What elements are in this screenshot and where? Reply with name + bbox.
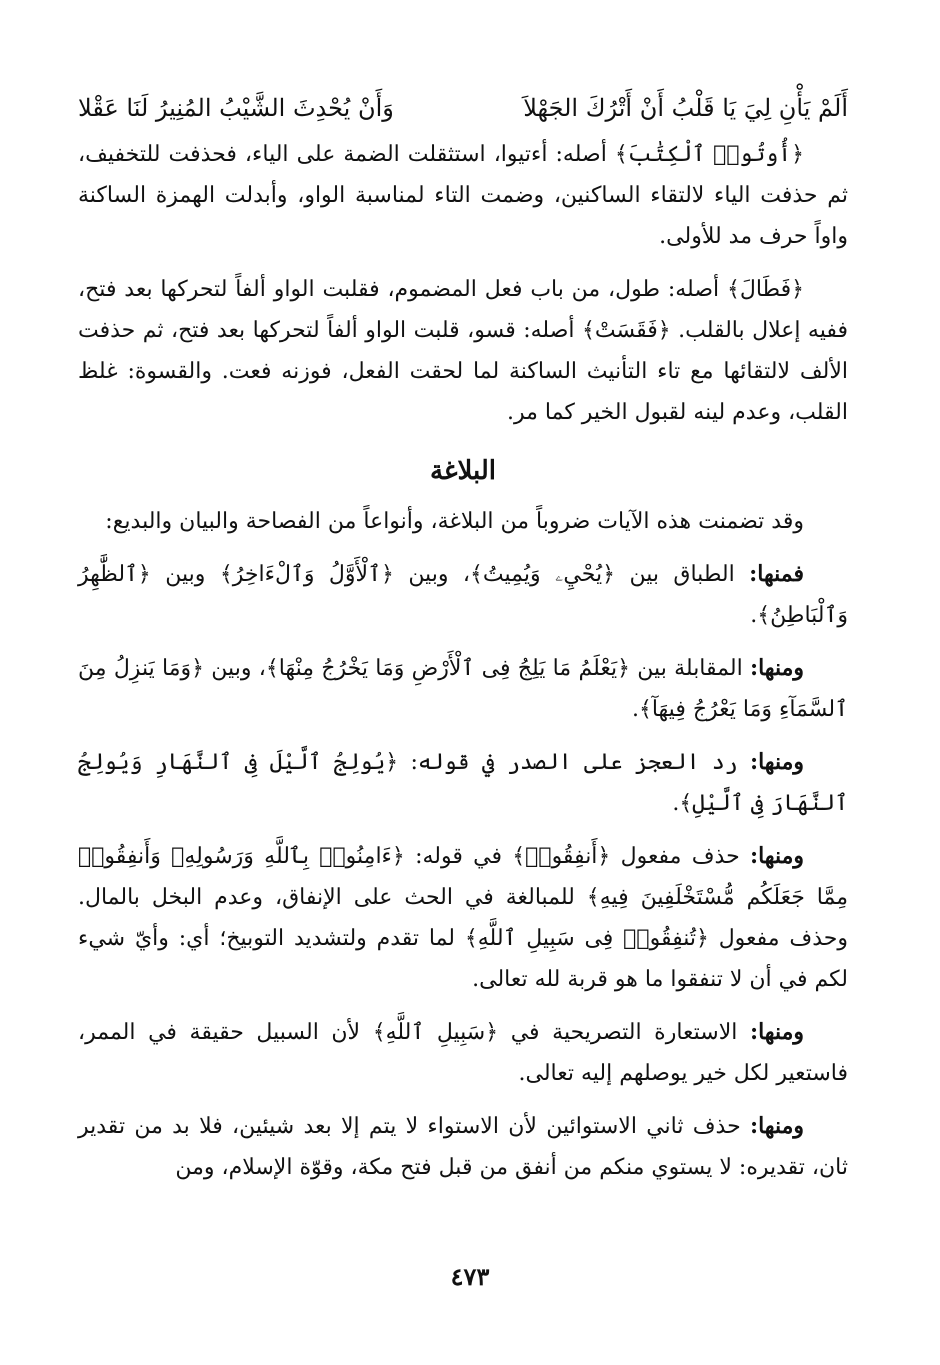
section-heading: البلاغة — [429, 456, 497, 486]
balagha-item-6 — [78, 1106, 848, 1188]
sarf-paragraph-1 — [78, 134, 848, 257]
quran-quote: ﴿فَطَالَ﴾ — [726, 277, 804, 302]
balagha-item-2 — [78, 648, 848, 730]
quran-quote: ﴿أُوتُوا۟ ٱلْكِتَٰبَ﴾ — [614, 142, 804, 167]
item-text: رد العجز على الصدر في قوله: ﴿يُولِجُ ٱلَّيْلَ فِى ٱلنَّهَارِ وَيُولِجُ ٱلنَّهَارَ فِى ٱلَّيْلِ﴾. — [78, 750, 848, 816]
poem-hemistich-left: وَأَنْ يُحْدِثَ الشَّيْبُ المُنِيرُ لَنَا عَقْلا — [78, 94, 394, 122]
sarf-paragraph-2 — [78, 269, 848, 433]
balagha-item-1 — [78, 554, 848, 636]
item-lead: ومنها: — [749, 843, 804, 869]
balagha-item-5 — [78, 1012, 848, 1094]
item-lead: ومنها: — [749, 1019, 804, 1045]
balagha-item-4 — [78, 836, 848, 1000]
item-text: حذف مفعول ﴿أَنفِقُوا۟﴾ في قوله: ﴿ءَامِنُوا۟ بِٱللَّهِ وَرَسُولِهِۦ وَأَنفِقُوا۟ مِمَّا جَعَلَكُم مُّسْتَخْلَفِينَ فِيهِ﴾ للمبالغة في الحث على الإنفاق، وعدم البخل بالمال. وحذف مفعول ﴿تُنفِقُوا۟ فِى سَبِيلِ ٱللَّهِ﴾ لما تقدم ولتشديد التوبيخ؛ أي: وأيّ شيء لكم في أن لا تنفقوا ما هو قربة لله تعالى. — [78, 844, 848, 992]
paragraph-text: أصله: أءتيوا، استثقلت الضمة على الياء، فحذفت للتخفيف، ثم حذفت الياء لالتقاء الساكنين، وضمت التاء لمناسبة الواو، وأبدلت الهمزة الساكنة واواً حرف مد للأولى. — [78, 142, 848, 249]
poem-verse — [78, 88, 848, 128]
balagha-intro: وقد تضمنت هذه الآيات ضروباً من البلاغة، وأنواعاً من الفصاحة والبيان والبديع: — [105, 509, 804, 534]
item-lead: فمنها: — [749, 561, 804, 587]
item-lead: ومنها: — [749, 1113, 804, 1139]
page-number: ٤٧٣ — [450, 1262, 490, 1291]
item-lead: ومنها: — [749, 749, 804, 775]
item-text: الاستعارة التصريحية في ﴿سَبِيلِ ٱللَّهِ﴾ لأن السبيل حقيقة في الممر، فاستعير لكل خير يوصلهم إليه تعالى. — [78, 1020, 848, 1086]
quran-quote: ﴿فَقَسَتْ﴾ — [581, 318, 671, 343]
item-text: المقابلة بين ﴿يَعْلَمُ مَا يَلِجُ فِى ٱلْأَرْضِ وَمَا يَخْرُجُ مِنْهَا﴾، وبين ﴿وَمَا يَنزِلُ مِنَ ٱلسَّمَآءِ وَمَا يَعْرُجُ فِيهَآ﴾. — [78, 656, 848, 722]
item-lead: ومنها: — [749, 655, 804, 681]
paragraph-text: أصله: قسو، قلبت الواو ألفاً لتحركها بعد فتح، ثم حذفت الألف لالتقائها مع تاء التأنيث الساكنة لما لحقت الفعل، فوزنه فعت. والقسوة: غلظ القلب، وعدم لينه لقبول الخير كما مر. — [78, 318, 848, 425]
balagha-item-3 — [78, 742, 848, 824]
poem-hemistich-right: أَلَمْ يَأْنِ لِيَ يَا قَلْبُ أَنْ أَتْرُكَ الجَهْلاَ — [523, 94, 848, 122]
paragraph-text: أصله: طول، من باب فعل المضموم، فقلبت الواو ألفاً لتحركها بعد فتح، ففيه إعلال بالقلب. — [78, 277, 848, 343]
page-body — [78, 88, 848, 1200]
item-text: الطباق بين ﴿يُحْيِۦ وَيُمِيتُ﴾، وبين ﴿ٱلْأَوَّلُ وَٱلْءَاخِرُ﴾ وبين ﴿ٱلظَّٰهِرُ وَٱلْبَاطِنُ﴾. — [78, 562, 848, 628]
item-text: حذف ثاني الاستوائين لأن الاستواء لا يتم إلا بعد شيئين، فلا بد من تقدير ثان، تقديره: لا يستوي منكم من أنفق من قبل فتح مكة، وقوّة الإسلام، ومن — [78, 1114, 848, 1180]
